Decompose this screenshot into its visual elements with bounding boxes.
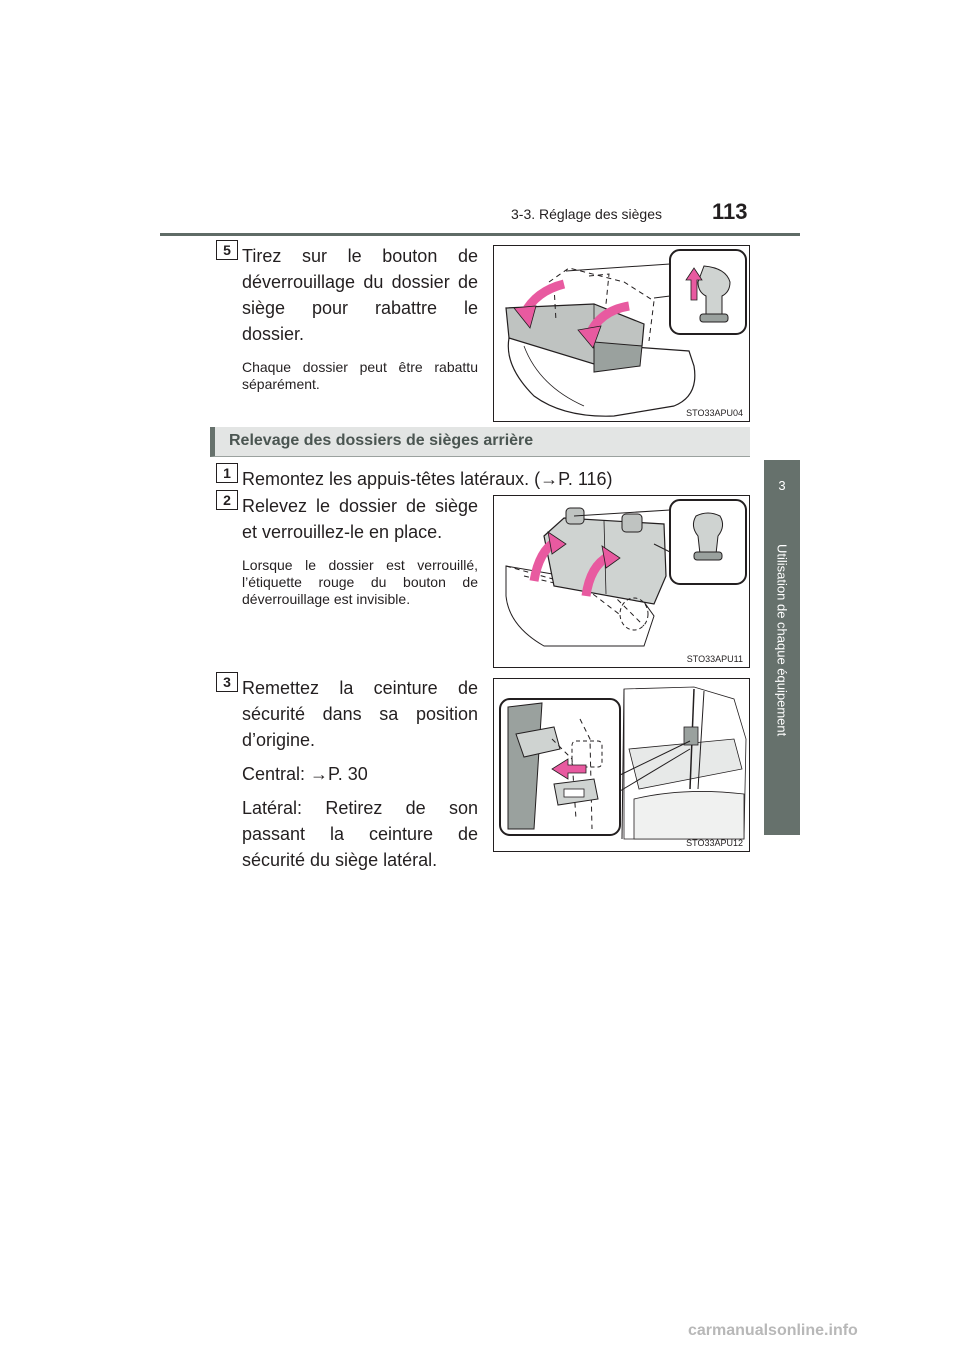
step3-lateral: Latéral: Retirez de son passant la ceinture de sécurité du siège latéral.: [242, 798, 478, 870]
figure-raise-seatback: [493, 495, 750, 668]
step-number-5: 5: [216, 240, 238, 260]
raise-seatback-illustration: [494, 496, 750, 668]
seatbelt-return-illustration: [494, 679, 750, 852]
header-divider: [160, 233, 800, 236]
step3-text: [242, 675, 478, 873]
step2-text: [242, 493, 478, 608]
step5-text: [242, 243, 478, 393]
chapter-number: 3: [778, 478, 786, 493]
fold-seatback-illustration: [494, 246, 750, 422]
figure-code-5: STO33APU04: [686, 408, 743, 418]
step3-instruction: Remettez la ceinture de sécurité dans sa position d’origine.: [242, 678, 478, 750]
figure-code-2: STO33APU11: [686, 654, 743, 664]
step-number-2: 2: [216, 490, 238, 510]
step5-note: Chaque dossier peut être rabattu séparément.: [242, 359, 478, 392]
step1-instruction: Remontez les appuis-têtes latéraux. (→P. 116): [242, 469, 613, 489]
figure-fold-seatback: [493, 245, 750, 422]
section-title: Relevage des dossiers de sièges arrière: [229, 432, 534, 449]
section-heading-bar: [210, 427, 750, 457]
section-header: 3-3. Réglage des sièges: [511, 206, 662, 222]
figure-code-3: STO33APU12: [686, 838, 743, 848]
step2-instruction: Relevez le dossier de siège et verrouillez-le en place.: [242, 496, 478, 542]
figure-seatbelt-return: [493, 678, 750, 852]
step5-instruction: Tirez sur le bouton de déverrouillage du dossier de siège pour rabattre le dossier.: [242, 246, 478, 344]
page-number: 113: [712, 199, 748, 224]
watermark: carmanualsonline.info: [688, 1322, 858, 1339]
step-number-3: 3: [216, 672, 238, 692]
step3-central: Central: →P. 30: [242, 764, 368, 784]
step2-note: Lorsque le dossier est verrouillé, l’étiquette rouge du bouton de déverrouillage est invisible.: [242, 557, 478, 607]
chapter-title: Utilisation de chaque équipement: [774, 544, 790, 737]
step-number-1: 1: [216, 463, 238, 483]
step1-text: [242, 466, 742, 492]
